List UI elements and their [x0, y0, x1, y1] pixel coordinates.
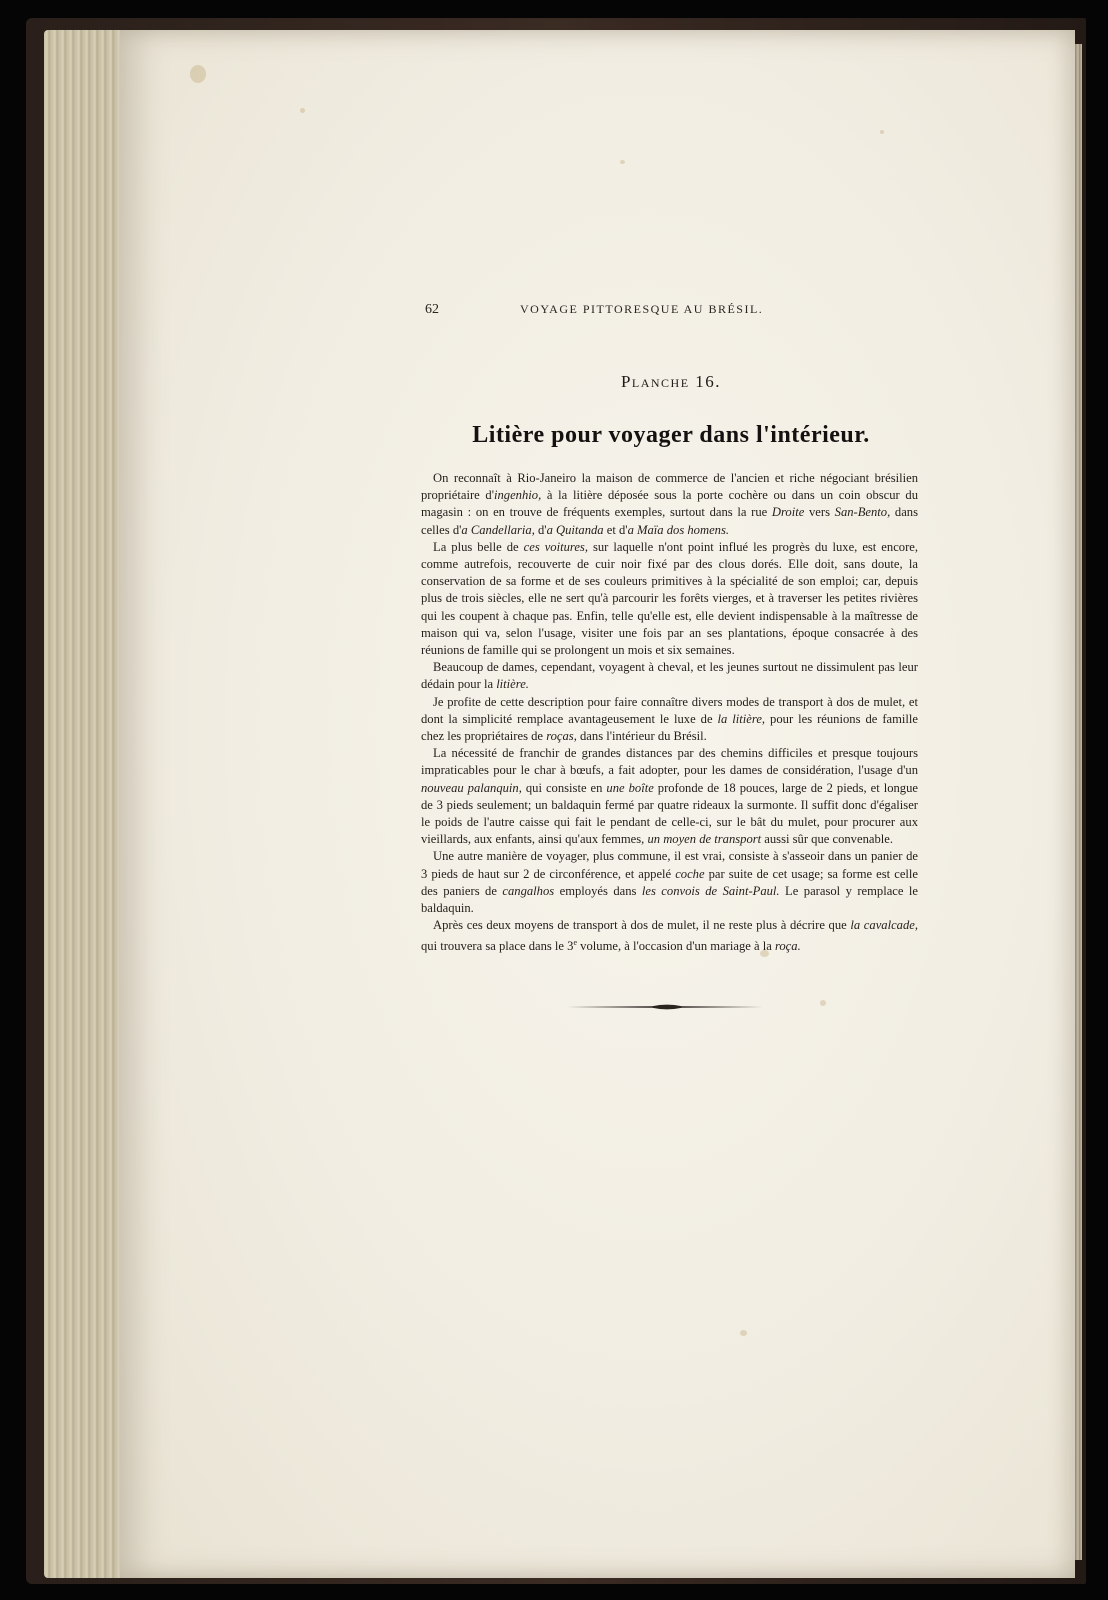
text-run: sur laquelle n'ont point influé les progrès du luxe, est encore, comme autrefois, recouverte de cuir noir fixé par des clous dorés. Elle doit, sans doute, la conservation de sa forme et de ses couleurs primitives à la spécialité de son emploi; car, depuis plus de trois siècles, elle ne sert qu'à parcourir les forêts vierges, et à traverser les petites rivières qui les coupent à chaque pas. Enfin, telle qu'elle est, elle devient indispensable à la maîtresse de maison qui va, selon l'usage, visiter une fois par an ses plantations, époque consacrée à des réunions de famille qui se prolongent un mois et six semaines.: [421, 539, 919, 658]
italic-run: une boîte: [606, 780, 654, 795]
page-number: 62: [425, 302, 439, 317]
text-run: volume, à l'occasion d'un mariage à la: [577, 939, 775, 954]
text-run: profonde de 18 pouces, large de 2 pieds, et longue de 3 pieds seulement; un baldaquin fermé par quatre rideaux la surmonte. Il suffit donc d'égaliser le poids de l'autre caisse qui fait le pendant de celle-ci, sur le bât du mulet, pour procurer aux vieillards, aux enfants, ainsi qu'aux femmes,: [421, 780, 918, 847]
italic-run: cangalhos: [502, 883, 555, 898]
foxing-spot: [880, 130, 884, 134]
text-run: La plus belle de: [433, 539, 524, 554]
text-run: Beaucoup de dames, cependant, voyagent à cheval, et les jeunes surtout ne dissimulent pas leur dédain pour la: [421, 660, 918, 692]
italic-run: ingenhio,: [494, 488, 542, 503]
italic-run: ces voitures,: [523, 539, 588, 554]
text-run: La nécessité de franchir de grandes distances par des chemins difficiles et presque toujours impraticables pour le char à bœufs, a fait adopter, pour les dames de considération, l'usage d'un: [421, 746, 918, 778]
italic-run: nouveau palanquin,: [421, 780, 522, 795]
italic-run: a Quitanda: [546, 522, 604, 537]
text-run: Après ces deux moyens de transport à dos de mulet, il ne reste plus à décrire que: [433, 918, 851, 933]
italic-run: a Maïa dos homens.: [627, 522, 730, 537]
italic-run: roças,: [546, 729, 577, 744]
foxing-spot: [620, 160, 625, 164]
italic-run: San-Bento,: [834, 505, 891, 520]
italic-run: coche: [675, 866, 705, 881]
paragraph-2: [421, 539, 918, 659]
text-run: et d': [603, 522, 628, 537]
running-title: VOYAGE PITTORESQUE AU BRÉSIL.: [520, 302, 764, 316]
paragraph-4: [421, 694, 918, 746]
paragraph-6: [421, 848, 918, 917]
italic-run: Droite: [771, 505, 805, 520]
italic-run: a Candellaria,: [461, 522, 535, 537]
text-run: Une autre manière de voyager, plus commune, il est vrai, consiste à s'asseoir dans un panier de 3 pieds de haut sur 2 de circonférence, et appelé: [421, 849, 918, 881]
text-run: aussi sûr que convenable.: [761, 832, 893, 847]
text-run: qui trouvera sa place dans le 3: [421, 939, 574, 954]
body-text: [421, 470, 918, 956]
text-run: d': [534, 522, 547, 537]
text-run: à la litière déposée sous la porte cochère ou dans un coin obscur du magasin : on en trouve de fréquents exemples, surtout dans la rue: [421, 488, 919, 520]
foxing-spot: [300, 108, 305, 113]
paragraph-1: [421, 470, 918, 539]
foxing-spot: [820, 1000, 826, 1006]
italic-run: les convois de Saint-Paul.: [641, 883, 780, 898]
text-run: dans l'intérieur du Brésil.: [576, 729, 707, 744]
italic-run: un moyen de transport: [647, 832, 762, 847]
foxing-spot: [190, 65, 206, 83]
text-run: pour les réunions de famille chez les propriétaires de: [421, 711, 918, 744]
text-run: Le parasol y remplace le baldaquin.: [421, 883, 919, 916]
italic-run: roça.: [774, 939, 801, 954]
running-head: [0, 302, 1108, 322]
text-run: On reconnaît à Rio-Janeiro la maison de commerce de l'ancien et riche négociant brésilien propriétaire d': [421, 471, 918, 503]
foxing-spot: [740, 1330, 747, 1336]
paragraph-3: [421, 659, 918, 693]
text-run: dans celles d': [421, 505, 919, 537]
italic-run: litière.: [496, 677, 529, 692]
text-run: par suite de cet usage; sa forme est celle des paniers de: [421, 866, 918, 898]
italic-run: la litière,: [717, 711, 766, 726]
closing-ornament: [567, 1000, 767, 1014]
paragraph-7: [421, 917, 918, 956]
text-run: Je profite de cette description pour faire connaître divers modes de transport à dos de mulet, et dont la simplicité remplace avantageusement le luxe de: [421, 694, 918, 726]
text-run: e: [573, 938, 578, 948]
chapter-heading: Litière pour voyager dans l'intérieur.: [472, 422, 870, 448]
paragraph-5: [421, 745, 918, 848]
text-run: vers: [804, 505, 835, 520]
text-run: employés dans: [554, 883, 642, 898]
text-run: qui consiste en: [521, 780, 607, 795]
italic-run: la cavalcade,: [850, 918, 918, 933]
plate-label: Planche 16.: [620, 372, 722, 391]
